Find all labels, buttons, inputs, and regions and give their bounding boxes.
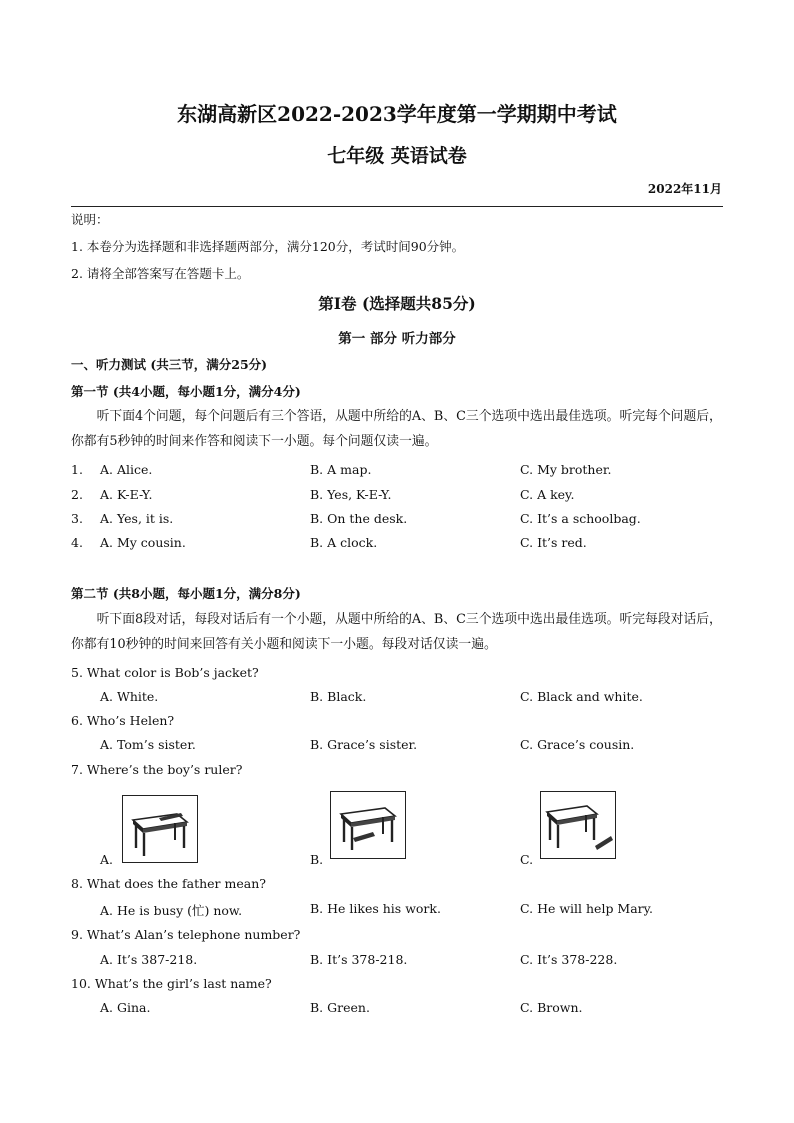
option-c: C. He will help Mary. [520,901,654,916]
option-b: B. Green. [310,1000,370,1015]
option-b: B. On the desk. [310,511,408,526]
question-number: 3. [71,511,83,526]
notes-label: 说明： [71,212,109,227]
option-c: C. My brother. [520,462,612,477]
question-text: 10. What’s the girl’s last name? [71,976,272,991]
option-a: A. Gina. [100,1000,151,1015]
option-b: B. He likes his work. [310,901,441,916]
question-text: 8. What does the father mean? [71,876,266,891]
option-a: A. It’s 387-218. [100,952,198,967]
option-c: C. It’s 378-228. [520,952,618,967]
header-divider [71,206,723,207]
table-ruler-beside-table-picture [540,791,616,859]
question-text: 5. What color is Bob’s jacket? [71,665,259,680]
question-number: 1. [71,462,83,477]
section1-instruction: 听下面4个问题，每个问题后有三个答语，从题中所给的A、B、C三个选项中选出最佳选项。听完每个问题后，你都有5秒钟的时间来作答和阅读下一小题。每个问题仅读一遍。 [71,409,722,449]
question-text: 7. Where’s the boy’s ruler? [71,762,243,777]
option-b: B. [310,852,324,867]
option-b: B. Black. [310,689,367,704]
option-c: C. Black and white. [520,689,643,704]
option-a: A. My cousin. [100,535,186,550]
option-a: A. Tom’s sister. [100,737,196,752]
option-c: C. Brown. [520,1000,583,1015]
question-text: 9. What’s Alan’s telephone number? [71,927,301,942]
exam-title: 东湖高新区2022-2023学年度第一学期期中考试 [177,102,617,126]
option-a: A. K-E-Y. [100,487,153,502]
option-b: B. A map. [310,462,372,477]
question-number: 2. [71,487,83,502]
option-c: C. It’s red. [520,535,587,550]
option-b: B. A clock. [310,535,378,550]
section2-instruction: 听下面8段对话，每段对话后有一个小题，从题中所给的A、B、C三个选项中选出最佳选项。听完每段对话后，你都有10秒钟的时间来回答有关小题和阅读下一小题。每段对话仅读一遍。 [71,612,722,652]
section2-heading: 第二节 (共8小题，每小题1分，满分8分) [71,586,301,601]
option-a: A. Alice. [100,462,153,477]
volume-title: 第Ⅰ卷 (选择题共85分) [318,294,476,313]
option-c: C. [520,852,534,867]
option-b: B. Yes, K-E-Y. [310,487,392,502]
option-a: A. Yes, it is. [100,511,174,526]
option-c: C. It’s a schoolbag. [520,511,641,526]
option-b: B. It’s 378-218. [310,952,408,967]
question-number: 4. [71,535,83,550]
option-c: C. A key. [520,487,575,502]
option-a: A. He is busy (忙) now. [100,903,243,918]
option-c: C. Grace’s cousin. [520,737,635,752]
section-title: 一、听力测试 (共三节，满分25分) [71,357,268,372]
note-item-1: 1. 本卷分为选择题和非选择题两部分，满分120分，考试时间90分钟。 [71,239,465,254]
option-a: A. [100,852,114,867]
table-ruler-on-table-picture [122,795,198,863]
exam-subtitle: 七年级 英语试卷 [327,145,467,167]
option-a: A. White. [100,689,159,704]
table-ruler-under-table-picture [330,791,406,859]
question-text: 6. Who’s Helen? [71,713,175,728]
section1-heading: 第一节 (共4小题，每小题1分，满分4分) [71,384,301,399]
note-item-2: 2. 请将全部答案写在答题卡上。 [71,266,250,281]
part-title: 第一 部分 听力部分 [338,331,456,347]
option-b: B. Grace’s sister. [310,737,418,752]
exam-date: 2022年11月 [647,182,722,196]
